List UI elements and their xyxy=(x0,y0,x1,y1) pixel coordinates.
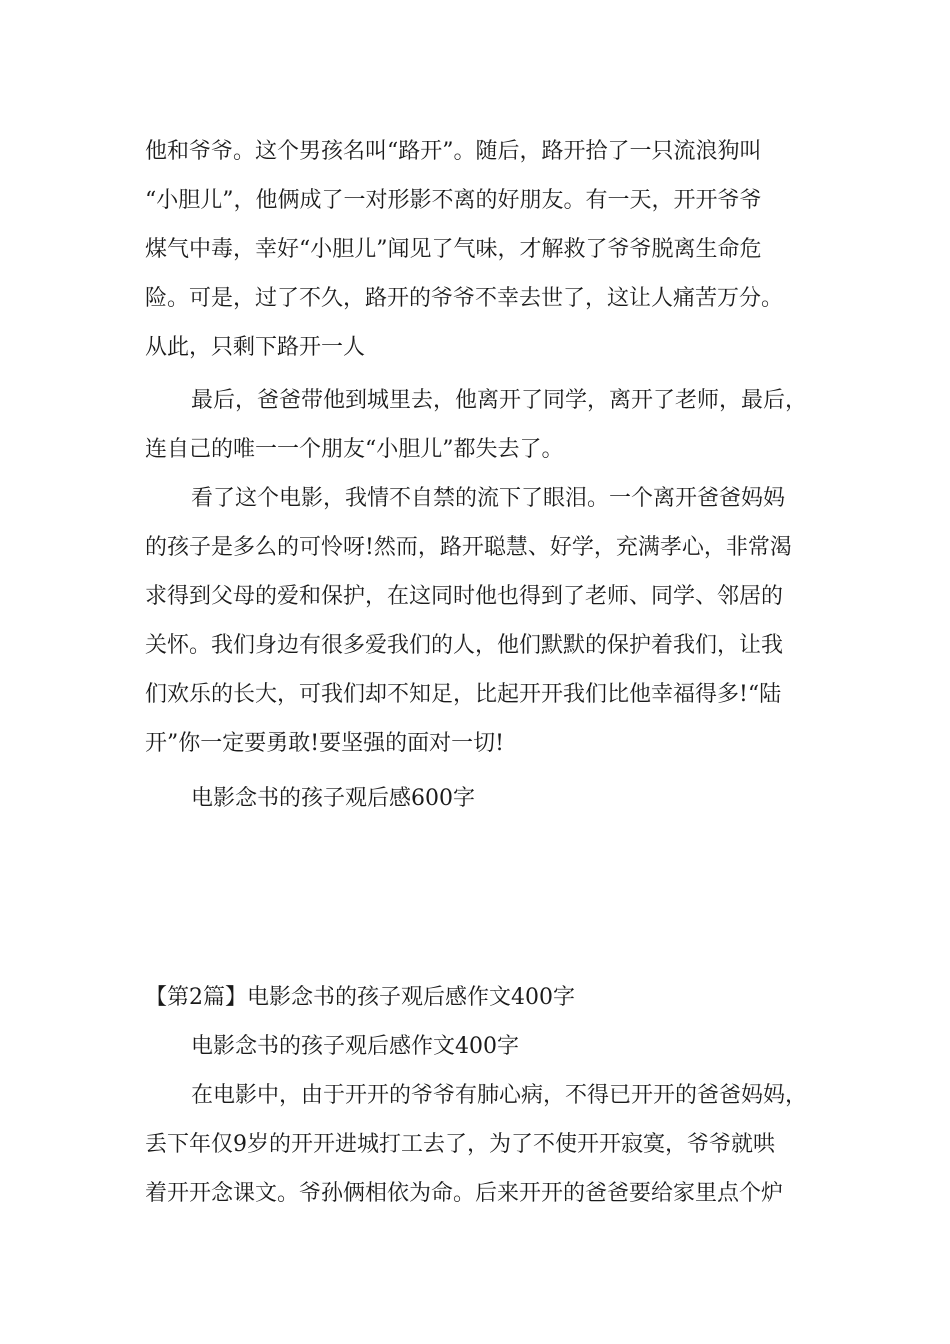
text-line: 开”你一定要勇敢!要坚强的面对一切! xyxy=(145,731,504,756)
text-line: 丢下年仅9岁的开开进城打工去了，为了不使开开寂寞，爷爷就哄 xyxy=(145,1132,775,1157)
text-line: 电影念书的孩子观后感600字 xyxy=(191,786,475,811)
text-line: 求得到父母的爱和保护，在这同时他也得到了老师、同学、邻居的 xyxy=(145,584,784,609)
text-line: 最后，爸爸带他到城里去，他离开了同学，离开了老师，最后， xyxy=(191,388,808,413)
paragraph-reflection xyxy=(145,474,835,768)
text-line: 连自己的唯一一个朋友“小胆儿”都失去了。 xyxy=(145,437,564,462)
text-line: 的孩子是多么的可怜呀!然而，路开聪慧、好学，充满孝心，非常渴 xyxy=(145,535,792,560)
section-2 xyxy=(145,973,835,1218)
essay-title-line xyxy=(145,774,835,823)
text-line: 他和爷爷。这个男孩名叫“路开”。随后，路开拾了一只流浪狗叫 xyxy=(145,139,762,164)
text-line: “小胆儿”，他俩成了一对形影不离的好朋友。有一天，开开爷爷 xyxy=(145,188,762,213)
paragraph-story xyxy=(145,127,835,372)
text-line: 煤气中毒，幸好“小胆儿”闻见了气味，才解救了爷爷脱离生命危 xyxy=(145,237,762,262)
section-subtitle: 电影念书的孩子观后感作文400字 xyxy=(191,1034,519,1059)
section-heading: 【第2篇】电影念书的孩子观后感作文400字 xyxy=(145,985,575,1010)
text-line: 险。可是，过了不久，路开的爷爷不幸去世了，这让人痛苦万分。 xyxy=(145,286,784,311)
text-line: 关怀。我们身边有很多爱我们的人，他们默默的保护着我们，让我 xyxy=(145,633,784,658)
text-line: 看了这个电影，我情不自禁的流下了眼泪。一个离开爸爸妈妈 xyxy=(191,486,786,511)
text-line: 们欢乐的长大，可我们却不知足，比起开开我们比他幸福得多!“陆 xyxy=(145,682,782,707)
text-line: 在电影中，由于开开的爷爷有肺心病，不得已开开的爸爸妈妈， xyxy=(191,1083,808,1108)
text-line: 从此，只剩下路开一人 xyxy=(145,335,366,360)
paragraph-ending xyxy=(145,376,835,474)
text-line: 着开开念课文。爷孙俩相依为命。后来开开的爸爸要给家里点个炉 xyxy=(145,1181,784,1206)
